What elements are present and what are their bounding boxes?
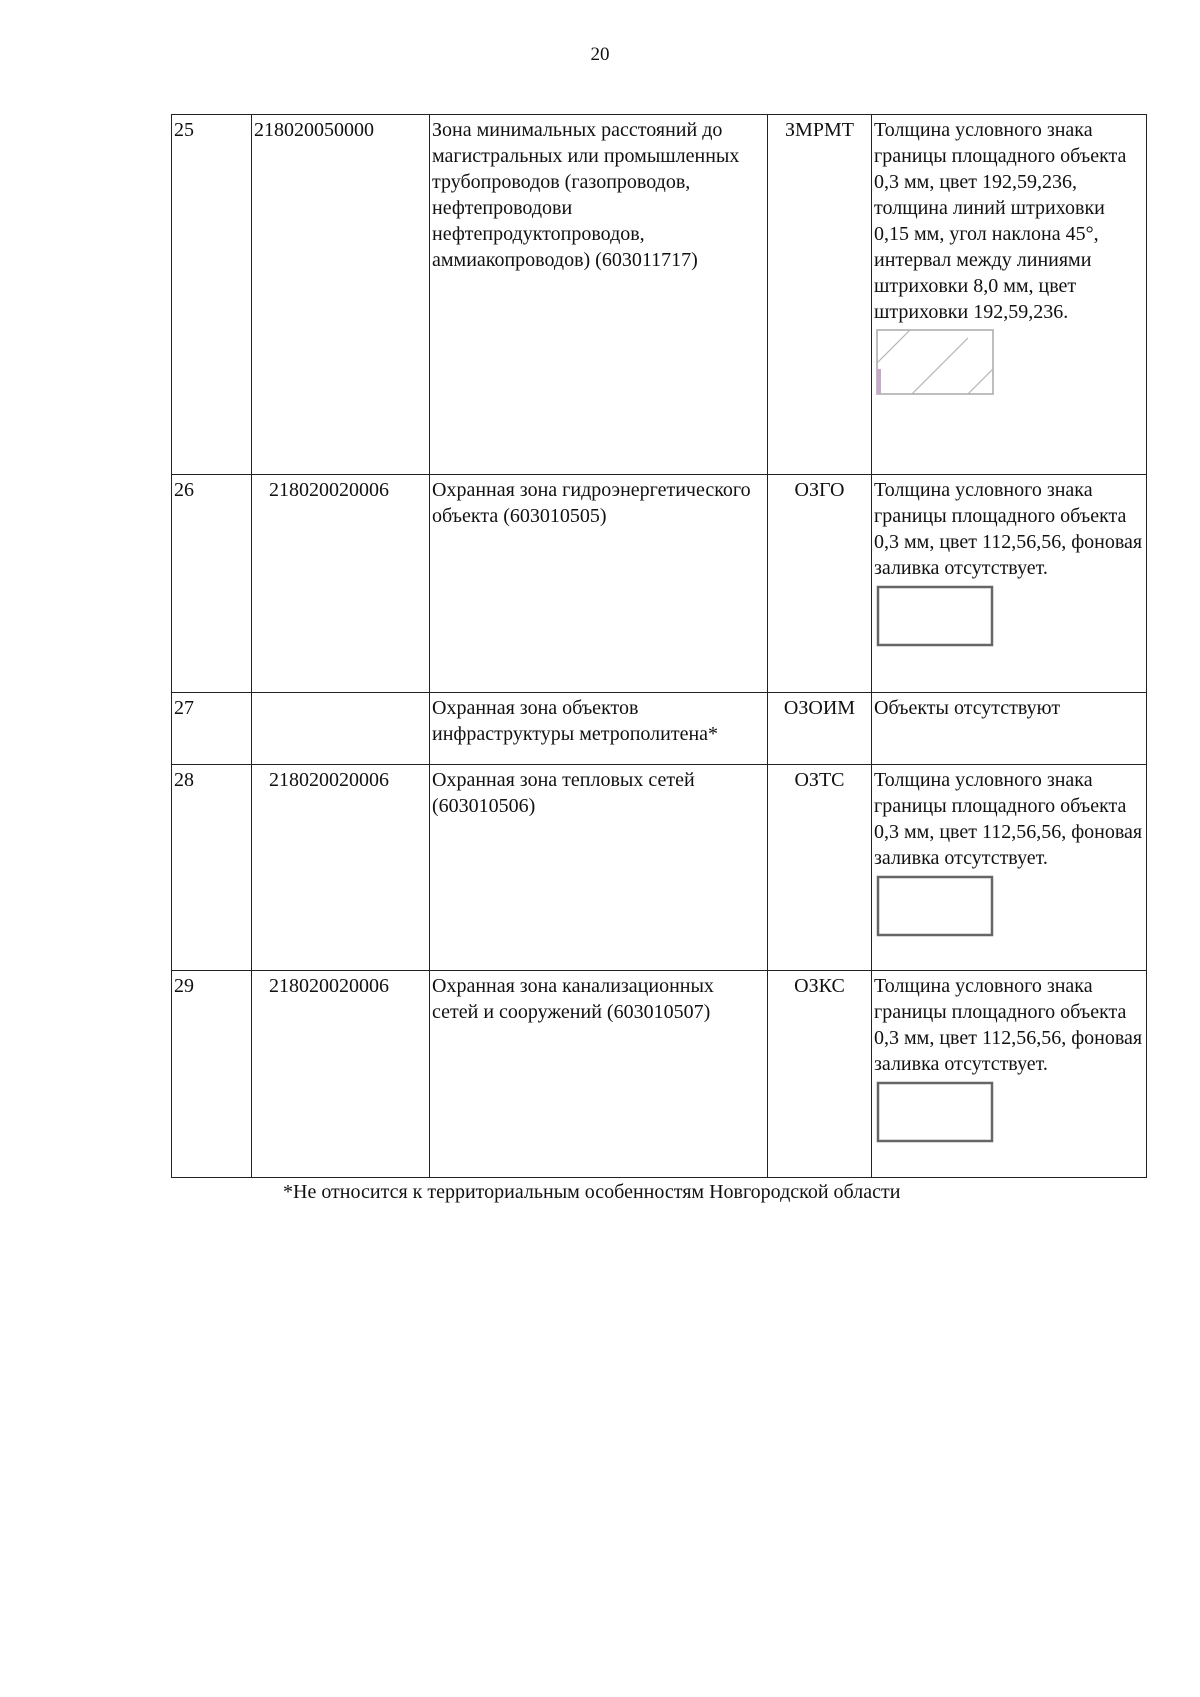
row-code: 218020050000 xyxy=(252,115,430,475)
table-row xyxy=(172,765,1147,971)
row-code: 218020020006 xyxy=(252,765,430,971)
row-abbreviation: ОЗГО xyxy=(768,475,872,693)
row-abbreviation: ОЗТС xyxy=(768,765,872,971)
row-description xyxy=(872,475,1147,693)
outline-area-sample-icon xyxy=(876,585,1144,647)
row-description xyxy=(872,693,1147,765)
row-description-text: Объекты отсутствуют xyxy=(874,697,1061,719)
row-number: 26 xyxy=(172,475,252,693)
row-description-text: Толщина условного знака границы площадного объекта 0,3 мм, цвет 112,56,56, фоновая заливка отсутствует. xyxy=(874,975,1143,1075)
outline-area-sample-icon xyxy=(876,875,1144,937)
table-row xyxy=(172,475,1147,693)
row-code xyxy=(252,693,430,765)
row-description-text: Толщина условного знака границы площадного объекта 0,3 мм, цвет 112,56,56, фоновая заливка отсутствует. xyxy=(874,769,1143,869)
row-description-text: Толщина условного знака границы площадного объекта 0,3 мм, цвет 192,59,236, толщина линий штриховки 0,15 мм, угол наклона 45°, интервал между линиями штриховки 8,0 мм, цвет штриховки 192,59,236. xyxy=(874,119,1127,323)
table-row xyxy=(172,115,1147,475)
hatched-area-sample-icon xyxy=(876,329,1144,395)
row-abbreviation: ОЗОИМ xyxy=(768,693,872,765)
row-name: Охранная зона гидроэнергетического объекта (603010505) xyxy=(430,475,768,693)
page-number: 20 xyxy=(590,44,610,65)
row-name: Охранная зона объектов инфраструктуры метрополитена* xyxy=(430,693,768,765)
row-number: 29 xyxy=(172,971,252,1178)
row-abbreviation: ОЗКС xyxy=(768,971,872,1178)
footnote: *Не относится к территориальным особенностям Новгородской области xyxy=(283,1181,901,1203)
row-number: 25 xyxy=(172,115,252,475)
row-description xyxy=(872,971,1147,1178)
row-name: Охранная зона тепловых сетей (603010506) xyxy=(430,765,768,971)
row-name: Охранная зона канализационных сетей и сооружений (603010507) xyxy=(430,971,768,1178)
legend-table xyxy=(171,114,1147,1178)
row-number: 27 xyxy=(172,693,252,765)
row-description xyxy=(872,115,1147,475)
row-number: 28 xyxy=(172,765,252,971)
row-name: Зона минимальных расстояний до магистральных или промышленных трубопроводов (газопроводов, нефтепроводови нефтепродуктопроводов, аммиакопроводов) (603011717) xyxy=(430,115,768,475)
row-code: 218020020006 xyxy=(252,971,430,1178)
row-abbreviation: ЗМРМТ xyxy=(768,115,872,475)
outline-area-sample-icon xyxy=(876,1081,1144,1143)
row-description-text: Толщина условного знака границы площадного объекта 0,3 мм, цвет 112,56,56, фоновая заливка отсутствует. xyxy=(874,479,1143,579)
row-code: 218020020006 xyxy=(252,475,430,693)
row-description xyxy=(872,765,1147,971)
table-row xyxy=(172,971,1147,1178)
table-row xyxy=(172,693,1147,765)
